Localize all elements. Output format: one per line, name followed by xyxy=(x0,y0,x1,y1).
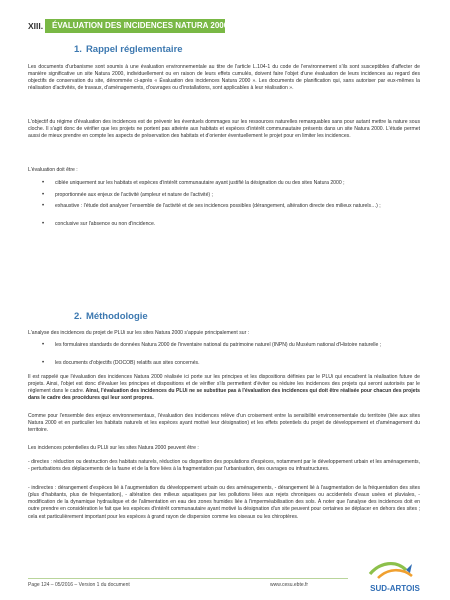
section-title: Méthodologie xyxy=(85,311,148,322)
recall-text: Il est rappelé que l'évaluation des incidences Natura 2000 réalisée ici porte sur les principes et les dispositions définies par le PLUi qui encadrent la réalisation future de projets. Ainsi, l'objet est donc d'évaluer les principes et dispositions et de vérifier s'ils permettent d'éviter ou réduire les incidences des projets qui seront autorisés par le règlement dans le cadre. xyxy=(28,374,420,395)
chapter-header xyxy=(28,19,228,33)
bullet-conclusive: • conclusive sur l'absence ou non d'incidence. xyxy=(55,221,417,228)
bullet-standard-forms: • les formulaires standards de données Natura 2000 de l'inventaire national du patrimoine naturel (INPN) du Muséum national d'Histoire naturelle ; xyxy=(55,342,417,349)
bullet-proportionate: • proportionnée aux enjeux de l'activité (ampleur et nature de l'activité) ; xyxy=(55,192,417,199)
paragraph-direct-effects: - directes : réduction ou destruction des habitats naturels, réduction ou disparition des populations d'espèces, notamment par le développement urbain et les aménagements, - perturbations des déplacements de la faune et de la flore liées à la fragmentation par l'urbanisation, des ouvrages ou infrastructures. xyxy=(28,459,420,473)
paragraph-recall xyxy=(28,374,420,403)
section-number: 1. xyxy=(74,44,82,55)
sud-artois-logo xyxy=(362,560,428,596)
recall-bold-text: Ainsi, l'évaluation des incidences du PLUi ne se substitue pas à l'évaluation des incidences qui doit être réalisée pour chacun des projets dans le cadre des procédures qui leur sont propres. xyxy=(28,388,420,402)
bullet-exhaustive: • exhaustive : l'étude doit analyser l'ensemble de l'activité et de ses incidences possibles (dérangement, altération directe des milieux naturels…) ; xyxy=(55,203,417,210)
section-title: Rappel réglementaire xyxy=(85,44,183,55)
paragraph-regulatory-intro: Les documents d'urbanisme sont soumis à une évaluation environnementale au titre de l'article L.104-1 du code de l'environnement s'ils sont susceptibles d'affecter de manière significative un site Natura 2000, individuellement ou en raison de leurs effets cumulés, doivent faire l'objet d'une évaluation de leurs incidences au regard des objectifs de conservation du site, dénommée ci-après « Évaluation des incidences Natura 2000 ». Les documents de planification qui, sans autoriser par eux-mêmes la réalisation d'activités, de travaux, d'aménagements, d'ouvrages ou d'installations, sont applicables à leur réalisation ». xyxy=(28,64,420,92)
paragraph-objective: L'objectif du régime d'évaluation des incidences est de prévenir les éventuels dommages sur les ressources naturelles remarquables sans pour autant mettre la nature sous cloche. Il s'agit donc de vérifier que les projets ne portent pas atteinte aux habitats et espèces d'intérêt communautaire présents dans un site Natura 2000. L'étude permet aussi de mieux prendre en compte les aspects de préservation des habitats et d'orienter éventuellement le projet pour en limiter les incidences. xyxy=(28,119,420,140)
chapter-number: XIII. xyxy=(28,21,44,31)
footer-page-info: Page 124 – 05/2016 – Version 1 du document xyxy=(28,582,130,588)
section-heading-methodology xyxy=(74,311,148,322)
bullet-docob: • les documents d'objectifs (DOCOB) relatifs aux sites concernés. xyxy=(55,360,417,367)
footer-website: www.cesu.ebte.fr xyxy=(270,582,309,588)
bullet-targeted: • ciblée uniquement sur les habitats et espèces d'intérêt communautaire ayant justifié la désignation du ou des sites Natura 2000 ; xyxy=(55,180,417,187)
paragraph-indirect-effects: - indirectes : dérangement d'espèces lié à l'augmentation du développement urbain ou des aménagements, - dérangement lié à l'augmentation de la fréquentation des sites (plus d'habitants, plus de fréquentation), - altération des milieux aquatiques par les pollutions liées aux rejets chroniques ou accidentels d'eaux usées et pluviales, - modification de la dynamique hydraulique et de l'alimentation en eau des zones humides liée à l'imperméabilisation des sols. À noter que l'analyse des incidences doit en outre prendre en considération le fait que les espèces d'intérêt communautaire ayant motivé la désignation d'un site peuvent pour certaines se déplacer en dehors des sites ; cela est particulièrement important pour les espèces à grand rayon de dispersion comme les oiseaux ou les chiroptères. xyxy=(28,485,420,520)
section-heading-regulatory xyxy=(74,44,183,55)
paragraph-common: Comme pour l'ensemble des enjeux environnementaux, l'évaluation des incidences relève d'un croisement entre la sensibilité environnementale du territoire (liée aux sites Natura 2000 et en particulier les habitats naturels et les espèces ayant motivé leur désignation) et les effets potentiels du projet de développement et d'aménagement du territoire. xyxy=(28,413,420,434)
logo-text: SUD-ARTOIS xyxy=(370,584,420,593)
footer-divider xyxy=(28,578,348,579)
paragraph-lead: L'évaluation doit être : xyxy=(28,167,78,173)
paragraph-effects-intro: Les incidences potentielles du PLUi sur les sites Natura 2000 peuvent être : xyxy=(28,445,199,451)
paragraph-method-intro: L'analyse des incidences du projet de PLUi sur les sites Natura 2000 s'appuie principalement sur : xyxy=(28,330,250,336)
chapter-title: ÉVALUATION DES INCIDENCES NATURA 2000 xyxy=(52,21,229,30)
section-number: 2. xyxy=(74,311,82,322)
